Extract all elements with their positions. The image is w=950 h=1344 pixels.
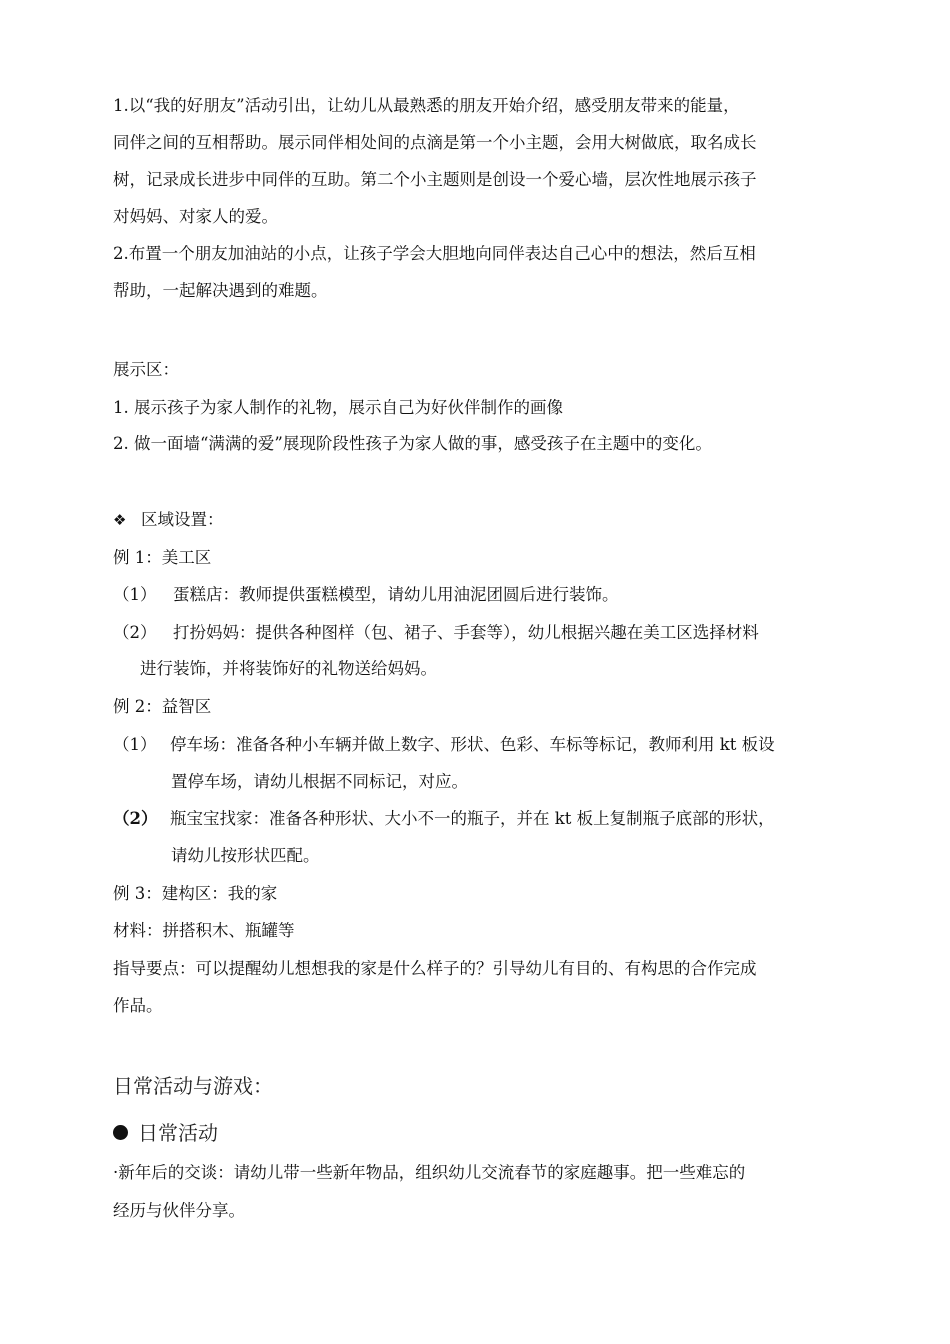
intro-line: 帮助，一起解决遇到的难题。 [113, 281, 328, 300]
intro-line: 对妈妈、对家人的爱。 [113, 207, 278, 226]
example-1-item-2 [113, 614, 759, 651]
example-3-guide-continued: 作品。 [113, 996, 163, 1015]
region-heading [113, 501, 224, 539]
daily-activities-subheading [113, 1117, 218, 1146]
item-text: 打扮妈妈：提供各种图样（包、裙子、手套等），幼儿根据兴趣在美工区选择材料 [173, 623, 759, 642]
example-1-item-1 [113, 576, 619, 613]
example-2-title: 例 2：益智区 [113, 697, 212, 716]
example-2-item-1-continued: 置停车场，请幼儿根据不同标记，对应。 [171, 772, 468, 791]
item-number: （2） [113, 809, 158, 828]
item-number: （2） [113, 623, 157, 642]
filled-circle-bullet-icon [113, 1125, 128, 1140]
example-2-item-2 [113, 800, 775, 837]
intro-line: 树，记录成长进步中同伴的互助。第二个小主题则是创设一个爱心墙，层次性地展示孩子 [113, 170, 757, 189]
item-text: 瓶宝宝找家：准备各种形状、大小不一的瓶子，并在 kt 板上复制瓶子底部的形状， [170, 809, 775, 828]
example-2-item-2-continued: 请幼儿按形状匹配。 [171, 846, 320, 865]
example-3-material: 材料：拼搭积木、瓶罐等 [113, 921, 295, 940]
daily-activities-heading: 日常活动与游戏： [113, 1074, 273, 1098]
example-2-item-1 [113, 726, 775, 763]
intro-line: 同伴之间的互相帮助。展示同伴相处间的点滴是第一个小主题，会用大树做底，取名成长 [113, 133, 757, 152]
display-area-item-2: 2. 做一面墙“满满的爱”展现阶段性孩子为家人做的事，感受孩子在主题中的变化。 [113, 434, 712, 453]
daily-item: ·新年后的交谈：请幼儿带一些新年物品，组织幼儿交流春节的家庭趣事。把一些难忘的 [113, 1163, 746, 1182]
example-3-title: 例 3：建构区：我的家 [113, 884, 278, 903]
item-number: （1） [113, 585, 157, 604]
display-area-item-1: 1. 展示孩子为家人制作的礼物，展示自己为好伙伴制作的画像 [113, 398, 563, 417]
item-text: 停车场：准备各种小车辆并做上数字、形状、色彩、车标等标记，教师利用 kt 板设 [170, 735, 775, 754]
example-3-guide: 指导要点：可以提醒幼儿想想我的家是什么样子的？引导幼儿有目的、有构思的合作完成 [113, 959, 757, 978]
intro-line: 1.以“我的好朋友”活动引出，让幼儿从最熟悉的朋友开始介绍，感受朋友带来的能量， [113, 96, 740, 115]
subheading-text: 日常活动 [138, 1121, 218, 1145]
example-1-title: 例 1：美工区 [113, 548, 212, 567]
example-1-item-2-continued: 进行装饰，并将装饰好的礼物送给妈妈。 [140, 659, 437, 678]
diamond-bullet-icon: ❖ [113, 511, 127, 529]
daily-item-continued: 经历与伙伴分享。 [113, 1201, 245, 1220]
intro-paragraph [113, 87, 863, 309]
item-number: （1） [113, 735, 157, 754]
display-area-title: 展示区： [113, 360, 179, 379]
intro-line: 2.布置一个朋友加油站的小点，让孩子学会大胆地向同伴表达自己心中的想法，然后互相 [113, 244, 756, 263]
region-title: 区域设置： [141, 510, 224, 529]
item-text: 蛋糕店：教师提供蛋糕模型，请幼儿用油泥团圆后进行装饰。 [173, 585, 619, 604]
